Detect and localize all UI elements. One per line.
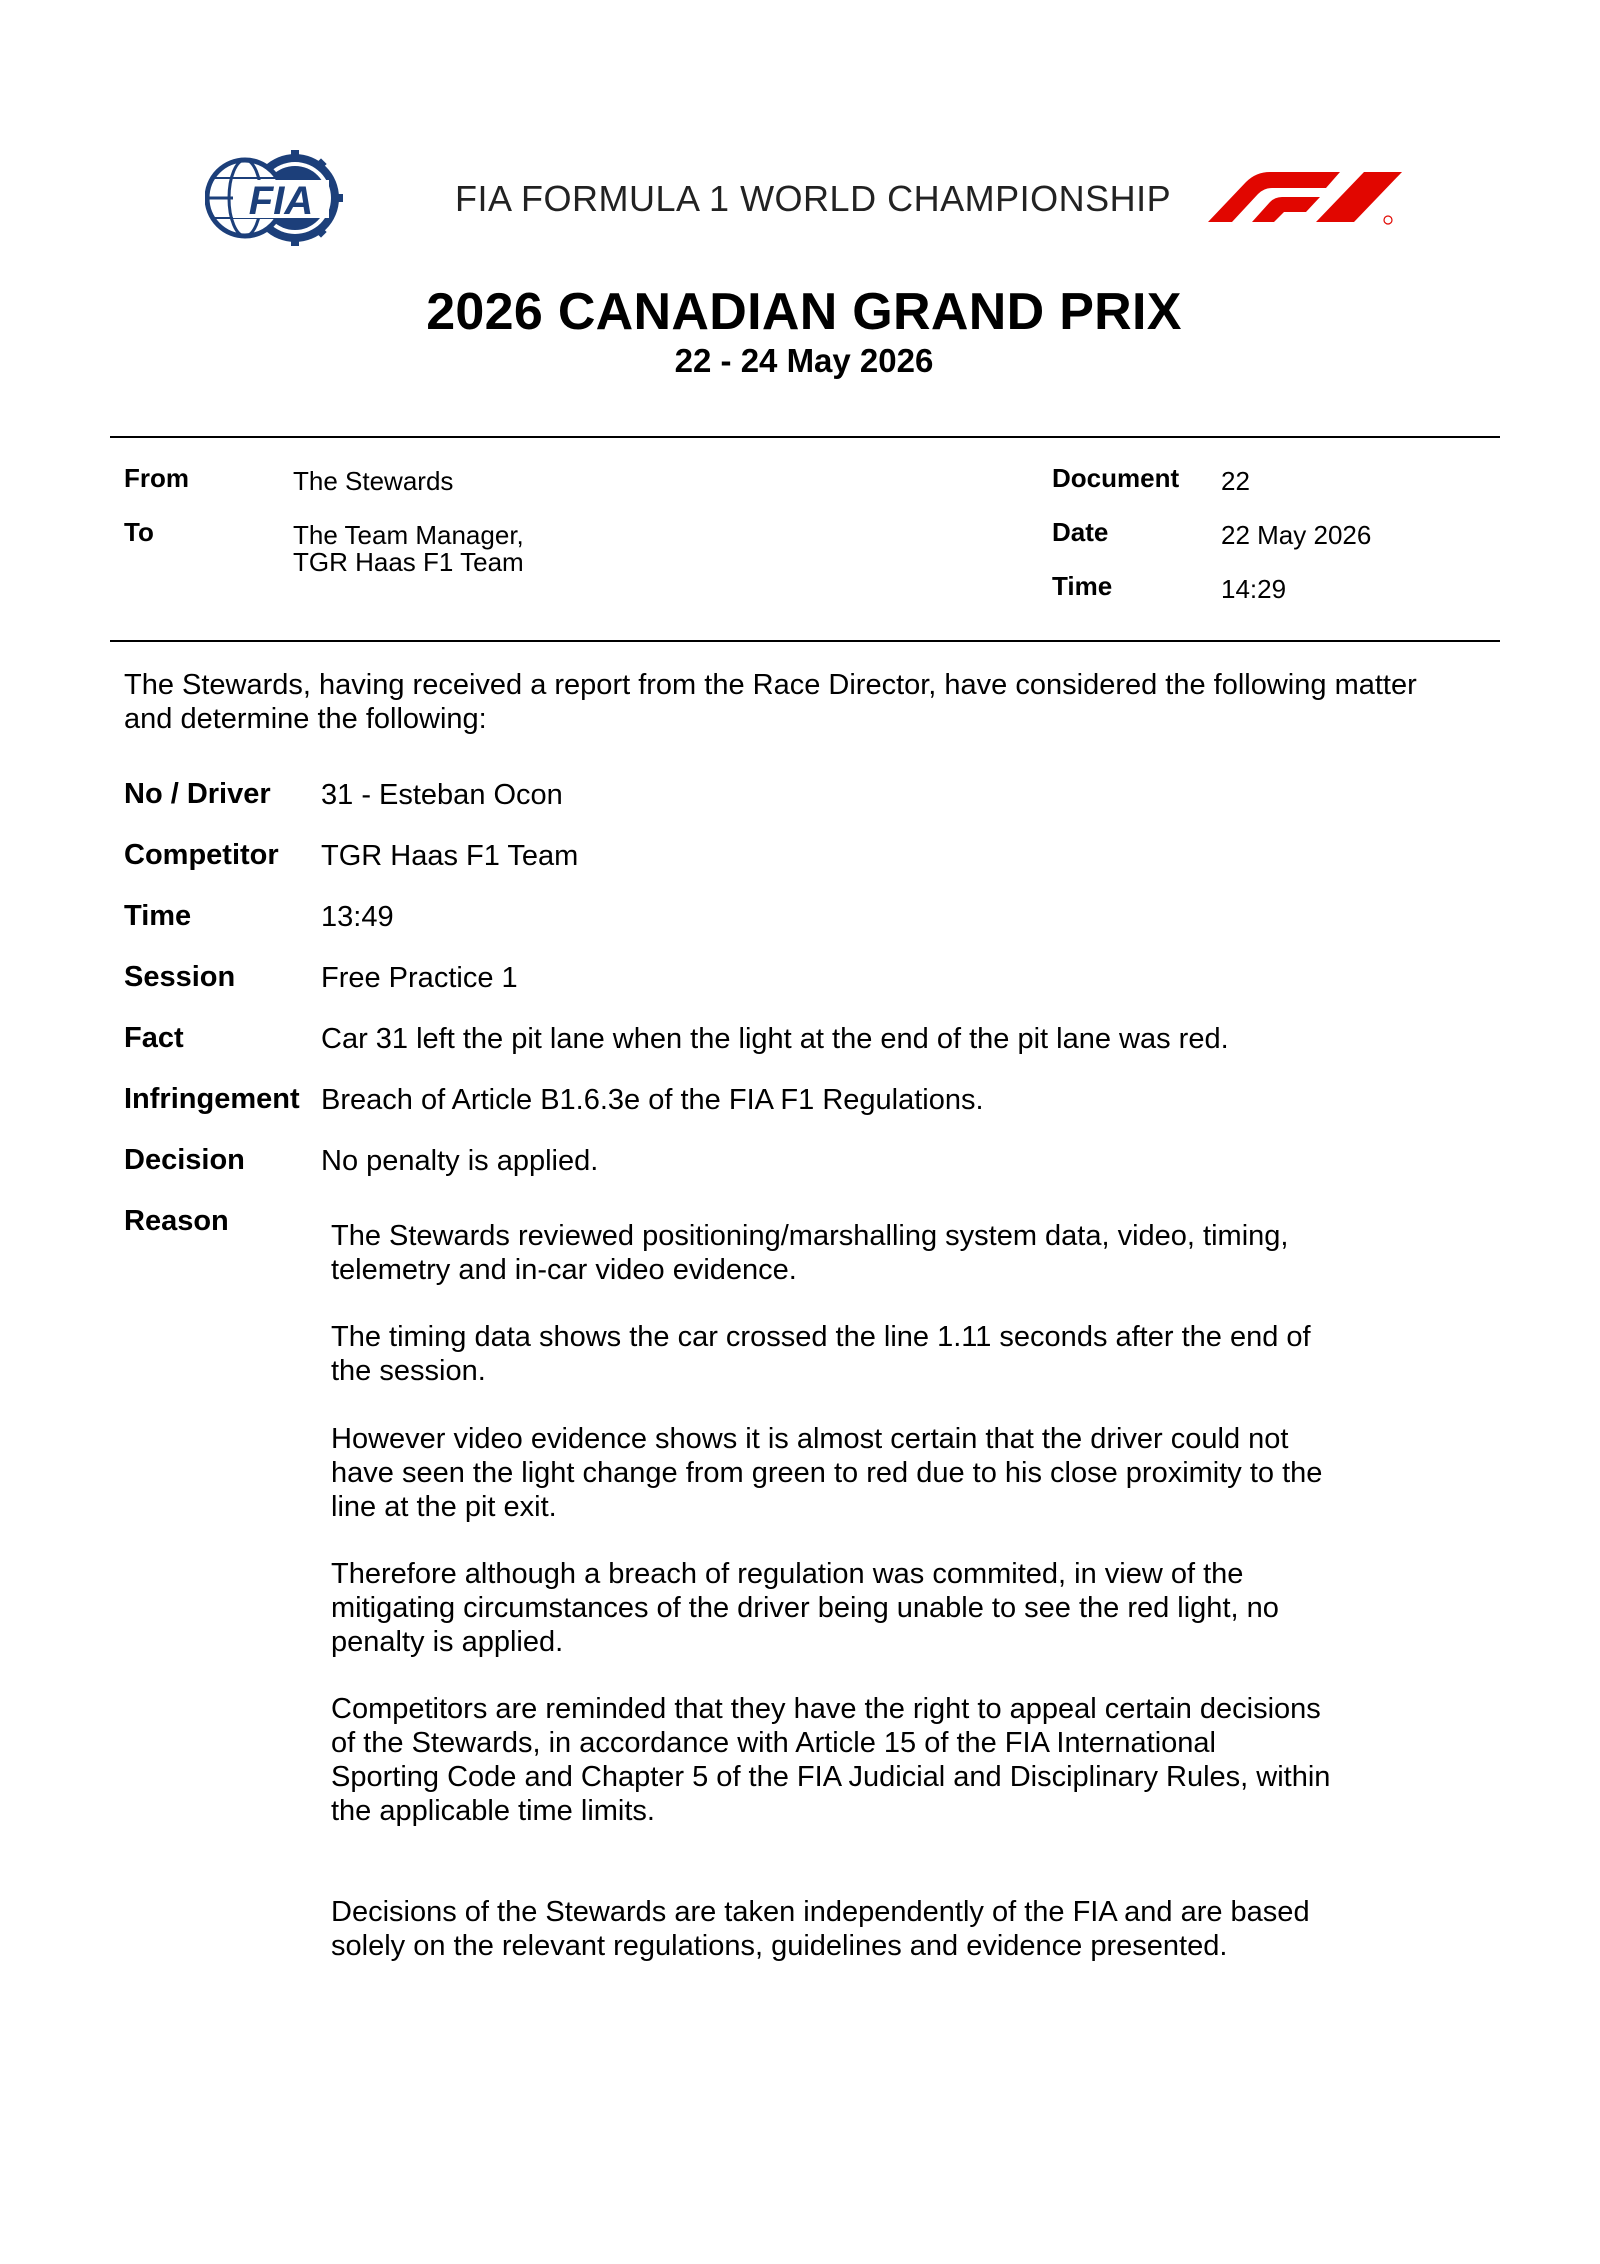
fia-logo-icon	[205, 150, 345, 250]
f1-logo-icon	[1208, 170, 1403, 226]
event-dates: 22 - 24 May 2026	[674, 342, 934, 379]
reason-label: Reason	[124, 1205, 229, 1237]
competitor-label: Competitor	[124, 839, 279, 871]
to-label: To	[124, 517, 154, 547]
from-label: From	[124, 463, 189, 493]
reason-paragraph: However video evidence shows it is almost certain that the driver could not have seen the light change from green to red due to his close proximity to the line at the pit exit.	[331, 1423, 1323, 1523]
driver-label: No / Driver	[124, 778, 271, 810]
reason-paragraph: Competitors are reminded that they have the right to appeal certain decisions of the Stewards, in accordance with Article 15 of the FIA International Sporting Code and Chapter 5 of the FIA Judicial and Disciplinary Rules, within the applicable time limits.	[331, 1693, 1331, 1827]
date-value: 22 May 2026	[1221, 520, 1372, 550]
reason-paragraph: Decisions of the Stewards are taken independently of the FIA and are based solely on the relevant regulations, guidelines and evidence presented.	[331, 1896, 1310, 1962]
decision-label: Decision	[124, 1144, 245, 1176]
document-label: Document	[1052, 463, 1180, 493]
to-value-line1: The Team Manager,	[293, 520, 524, 550]
from-value: The Stewards	[293, 466, 454, 496]
session-label: Session	[124, 961, 236, 993]
session-value: Free Practice 1	[321, 962, 518, 994]
document-value: 22	[1221, 466, 1250, 496]
event-title: 2026 CANADIAN GRAND PRIX	[426, 283, 1182, 341]
reason-paragraph: Therefore although a breach of regulation was commited, in view of the mitigating circumstances of the driver being unable to see the red light, no penalty is applied.	[331, 1558, 1279, 1658]
to-value-line2: TGR Haas F1 Team	[293, 547, 524, 577]
time-label: Time	[1052, 571, 1113, 601]
header-divider	[110, 436, 1500, 438]
reason-paragraph: The timing data shows the car crossed the line 1.11 seconds after the end of the session.	[331, 1321, 1311, 1387]
championship-title: FIA FORMULA 1 WORLD CHAMPIONSHIP	[455, 178, 1172, 219]
offence-time-label: Time	[124, 900, 192, 932]
meta-divider	[110, 640, 1500, 642]
infringement-label: Infringement	[124, 1083, 300, 1115]
date-label: Date	[1052, 517, 1109, 547]
reason-paragraph: The Stewards reviewed positioning/marshalling system data, video, timing, telemetry and in-car video evidence.	[331, 1220, 1289, 1286]
time-value: 14:29	[1221, 574, 1287, 604]
driver-value: 31 - Esteban Ocon	[321, 779, 563, 811]
offence-time-value: 13:49	[321, 901, 394, 933]
decision-value: No penalty is applied.	[321, 1145, 599, 1177]
fia-logo-text: FIA	[248, 179, 314, 223]
fact-label: Fact	[124, 1022, 184, 1054]
infringement-value: Breach of Article B1.6.3e of the FIA F1 Regulations.	[321, 1084, 984, 1116]
competitor-value: TGR Haas F1 Team	[321, 840, 579, 872]
fact-value: Car 31 left the pit lane when the light at the end of the pit lane was red.	[321, 1023, 1229, 1055]
intro-text: The Stewards, having received a report from the Race Director, have considered the following matter and determine the following:	[124, 669, 1417, 735]
